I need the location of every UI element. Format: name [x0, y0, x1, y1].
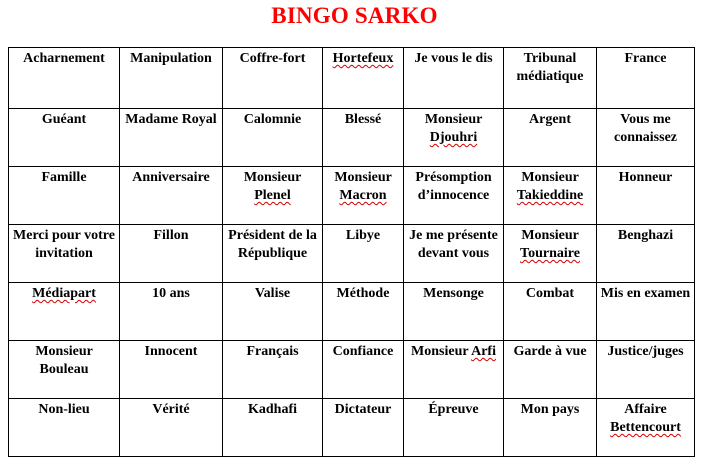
cell-word: Dictateur: [334, 402, 392, 417]
cell-word: Non-lieu: [38, 402, 90, 417]
bingo-cell: [223, 109, 323, 167]
cell-word: Famille: [41, 170, 87, 185]
bingo-cell: [9, 399, 120, 457]
bingo-cell: [504, 399, 597, 457]
bingo-cell: [404, 167, 504, 225]
cell-word: d’innocence: [417, 188, 490, 203]
cell-word: votre: [84, 228, 115, 243]
cell-word: République: [237, 246, 308, 261]
bingo-cell: [120, 109, 223, 167]
grid-row: [9, 109, 695, 167]
bingo-cell: [597, 399, 695, 457]
cell-word: la: [305, 228, 317, 243]
cell-word: Je: [409, 228, 423, 243]
cell-word: Coffre-fort: [239, 51, 306, 66]
spellcheck-word: Bettencourt: [610, 420, 681, 435]
cell-word: Anniversaire: [132, 170, 210, 185]
cell-word: Affaire: [624, 402, 667, 417]
cell-word: Blessé: [344, 112, 382, 127]
cell-word: invitation: [35, 246, 93, 261]
cell-word: vous: [431, 51, 459, 66]
cell-word: Madame: [125, 112, 179, 127]
cell-word: Combat: [525, 286, 575, 301]
bingo-cell: [9, 341, 120, 399]
bingo-cell: [504, 283, 597, 341]
bingo-cell: [597, 283, 695, 341]
cell-word: le: [461, 51, 472, 66]
grid-row: [9, 341, 695, 399]
cell-word: Présomption: [415, 170, 492, 185]
cell-word: médiatique: [516, 69, 584, 84]
cell-word: Benghazi: [617, 228, 674, 243]
bingo-cell: [597, 109, 695, 167]
bingo-cell: [404, 225, 504, 283]
grid-row: [9, 167, 695, 225]
cell-word: pour: [52, 228, 81, 243]
cell-word: Monsieur: [243, 170, 302, 185]
cell-word: ans: [169, 286, 190, 301]
bingo-cell: [504, 48, 597, 109]
cell-word: vous: [461, 246, 490, 261]
cell-word: de: [288, 228, 303, 243]
bingo-cell: [323, 225, 404, 283]
bingo-cell: [323, 283, 404, 341]
cell-word: Tribunal: [523, 51, 577, 66]
bingo-cell: [323, 399, 404, 457]
spellcheck-word: Médiapart: [32, 286, 96, 301]
cell-word: Acharnement: [23, 51, 105, 66]
bingo-cell: [404, 48, 504, 109]
bingo-cell: [120, 341, 223, 399]
bingo-cell: [504, 341, 597, 399]
bingo-cell: [597, 225, 695, 283]
cell-word: en: [626, 286, 641, 301]
cell-word: Honneur: [618, 170, 673, 185]
bingo-cell: [9, 48, 120, 109]
cell-word: 10: [152, 286, 167, 301]
cell-word: Monsieur: [334, 170, 392, 185]
cell-word: Vous: [620, 112, 650, 127]
cell-word: Merci: [13, 228, 49, 243]
cell-word: Libye: [345, 228, 381, 243]
spellcheck-word: Arfi: [471, 344, 496, 359]
cell-word: vue: [565, 344, 587, 359]
cell-word: Je: [414, 51, 428, 66]
cell-word: Bouleau: [39, 362, 89, 377]
cell-word: Mon: [520, 402, 549, 417]
spellcheck-word: Djouhri: [429, 130, 478, 145]
bingo-cell: [597, 341, 695, 399]
spellcheck-word: Hortefeux: [332, 51, 394, 66]
cell-word: France: [624, 51, 667, 66]
cell-word: Épreuve: [428, 402, 479, 417]
bingo-cell: [120, 283, 223, 341]
cell-word: connaissez: [614, 130, 677, 145]
cell-word: Français: [246, 344, 299, 359]
bingo-cell: [223, 225, 323, 283]
bingo-cell: [223, 48, 323, 109]
grid-row: [9, 48, 695, 109]
cell-word: à: [555, 344, 563, 359]
cell-word: Monsieur: [35, 344, 93, 359]
bingo-cell: [9, 109, 120, 167]
cell-word: me: [425, 228, 444, 243]
cell-word: Royal: [181, 112, 217, 127]
spellcheck-word: Plenel: [254, 188, 291, 203]
bingo-cell: [504, 167, 597, 225]
bingo-cell: [404, 109, 504, 167]
cell-word: Valise: [254, 286, 291, 301]
bingo-cell: [223, 341, 323, 399]
spellcheck-word: Tournaire: [520, 246, 580, 261]
bingo-cell: [323, 48, 404, 109]
cell-word: Kadhafi: [247, 402, 297, 417]
bingo-cell: [9, 225, 120, 283]
cell-word: présente: [447, 228, 498, 243]
cell-word: Mis: [600, 286, 624, 301]
spellcheck-word: Macron: [339, 188, 387, 203]
cell-word: Monsieur: [411, 344, 469, 359]
bingo-cell: [9, 283, 120, 341]
cell-word: Guéant: [41, 112, 87, 127]
cell-word: Monsieur: [521, 228, 579, 243]
cell-word: Confiance: [332, 344, 394, 359]
bingo-cell: [120, 167, 223, 225]
bingo-cell: [223, 167, 323, 225]
bingo-cell: [120, 225, 223, 283]
cell-word: Innocent: [144, 344, 198, 359]
bingo-cell: [504, 109, 597, 167]
cell-word: Manipulation: [130, 51, 212, 66]
cell-word: examen: [644, 286, 691, 301]
cell-word: Argent: [529, 112, 571, 127]
bingo-cell: [323, 109, 404, 167]
bingo-cell: [597, 48, 695, 109]
grid-row: [9, 225, 695, 283]
cell-word: pays: [552, 402, 580, 417]
bingo-cell: [504, 225, 597, 283]
bingo-cell: [9, 167, 120, 225]
cell-word: Justice/juges: [607, 344, 684, 359]
cell-word: me: [652, 112, 671, 127]
document-title: BINGO SARKO: [271, 3, 438, 28]
cell-word: Garde: [513, 344, 552, 359]
spellcheck-word: Takieddine: [516, 188, 584, 203]
cell-word: Fillon: [153, 228, 189, 243]
bingo-cell: [120, 48, 223, 109]
bingo-cell: [223, 399, 323, 457]
grid-row: [9, 283, 695, 341]
bingo-cell: [404, 399, 504, 457]
bingo-cell: [404, 341, 504, 399]
cell-word: Mensonge: [423, 286, 484, 301]
bingo-cell: [323, 341, 404, 399]
grid-row: [9, 399, 695, 457]
bingo-cell: [597, 167, 695, 225]
cell-word: Calomnie: [243, 112, 302, 127]
bingo-cell: [404, 283, 504, 341]
cell-word: Monsieur: [424, 112, 483, 127]
bingo-cell: [120, 399, 223, 457]
cell-word: Président: [228, 228, 285, 243]
cell-word: Méthode: [336, 286, 390, 301]
cell-word: Vérité: [152, 402, 190, 417]
cell-word: devant: [417, 246, 459, 261]
cell-word: dis: [475, 51, 493, 66]
bingo-cell: [323, 167, 404, 225]
bingo-grid: [8, 47, 695, 457]
bingo-cell: [223, 283, 323, 341]
cell-word: Monsieur: [521, 170, 579, 185]
